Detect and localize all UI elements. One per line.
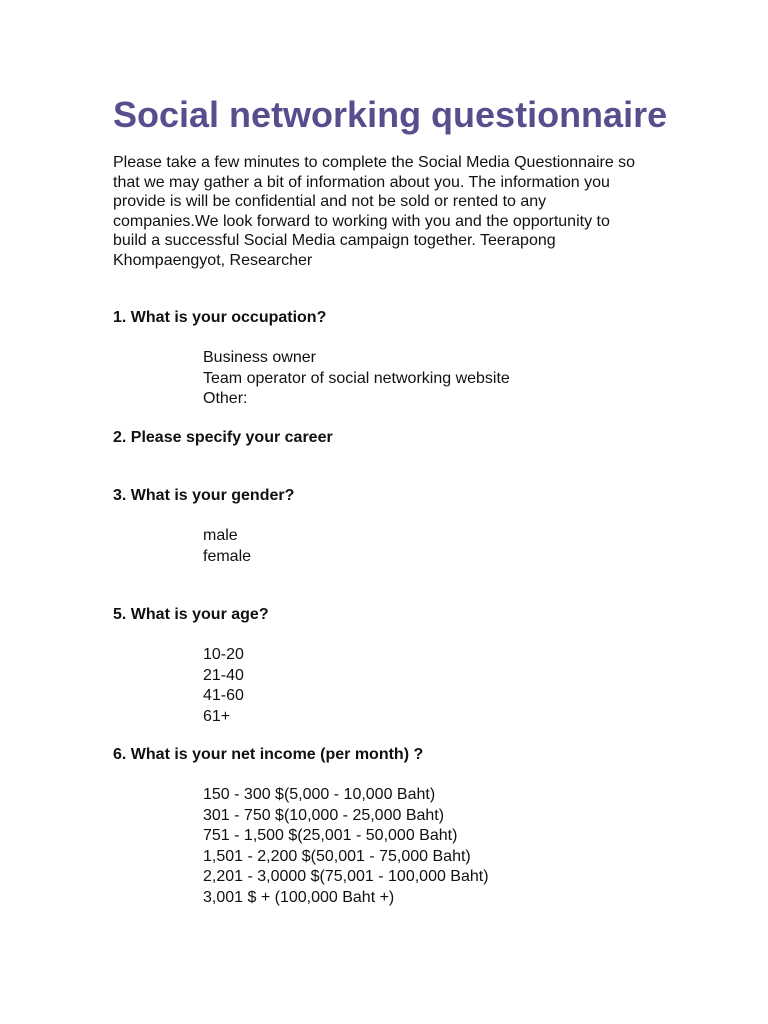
intro-paragraph — [113, 153, 643, 270]
income-options — [203, 785, 489, 909]
intro-line: companies.We look forward to working with you and the opportunity to — [113, 212, 610, 230]
question-income: 6. What is your net income (per month) ? — [113, 746, 424, 763]
option-item[interactable]: 2,201 - 3,0000 $(75,001 - 100,000 Baht) — [203, 868, 489, 886]
option-item[interactable]: female — [203, 547, 252, 565]
question-occupation: 1. What is your occupation? — [113, 309, 327, 326]
question-age: 5. What is your age? — [113, 606, 269, 623]
option-item[interactable]: 61+ — [203, 707, 231, 725]
intro-line: build a successful Social Media campaign together. Teerapong — [113, 232, 556, 249]
option-item[interactable]: Business owner — [203, 349, 316, 366]
intro-line: provide is will be confidential and not be sold or rented to any — [113, 193, 547, 210]
gender-options — [203, 526, 251, 567]
intro-line: Please take a few minutes to complete the Social Media Questionnaire so — [113, 154, 636, 171]
option-item[interactable]: Team operator of social networking website — [203, 369, 510, 387]
intro-line: Khompaengyot, Researcher — [113, 251, 313, 269]
option-item[interactable]: 3,001 $ + (100,000 Baht +) — [203, 888, 395, 906]
question-career: 2. Please specify your career — [113, 429, 333, 446]
age-options — [203, 645, 244, 727]
option-item[interactable]: 21-40 — [203, 666, 244, 684]
document-title: Social networking questionnaire — [113, 94, 668, 135]
occupation-options — [203, 348, 510, 410]
question-gender: 3. What is your gender? — [113, 487, 295, 504]
intro-line: that we may gather a bit of information about you. The information you — [113, 173, 610, 191]
option-item[interactable]: 150 - 300 $(5,000 - 10,000 Baht) — [203, 786, 436, 803]
option-item[interactable]: 301 - 750 $(10,000 - 25,000 Baht) — [203, 806, 445, 824]
option-item[interactable]: male — [203, 527, 238, 544]
option-item[interactable]: 10-20 — [203, 646, 244, 663]
option-item[interactable]: 751 - 1,500 $(25,001 - 50,000 Baht) — [203, 827, 458, 845]
option-item[interactable]: 41-60 — [203, 687, 244, 705]
option-item[interactable]: 1,501 - 2,200 $(50,001 - 75,000 Baht) — [203, 847, 471, 865]
option-item[interactable]: Other: — [203, 390, 248, 408]
